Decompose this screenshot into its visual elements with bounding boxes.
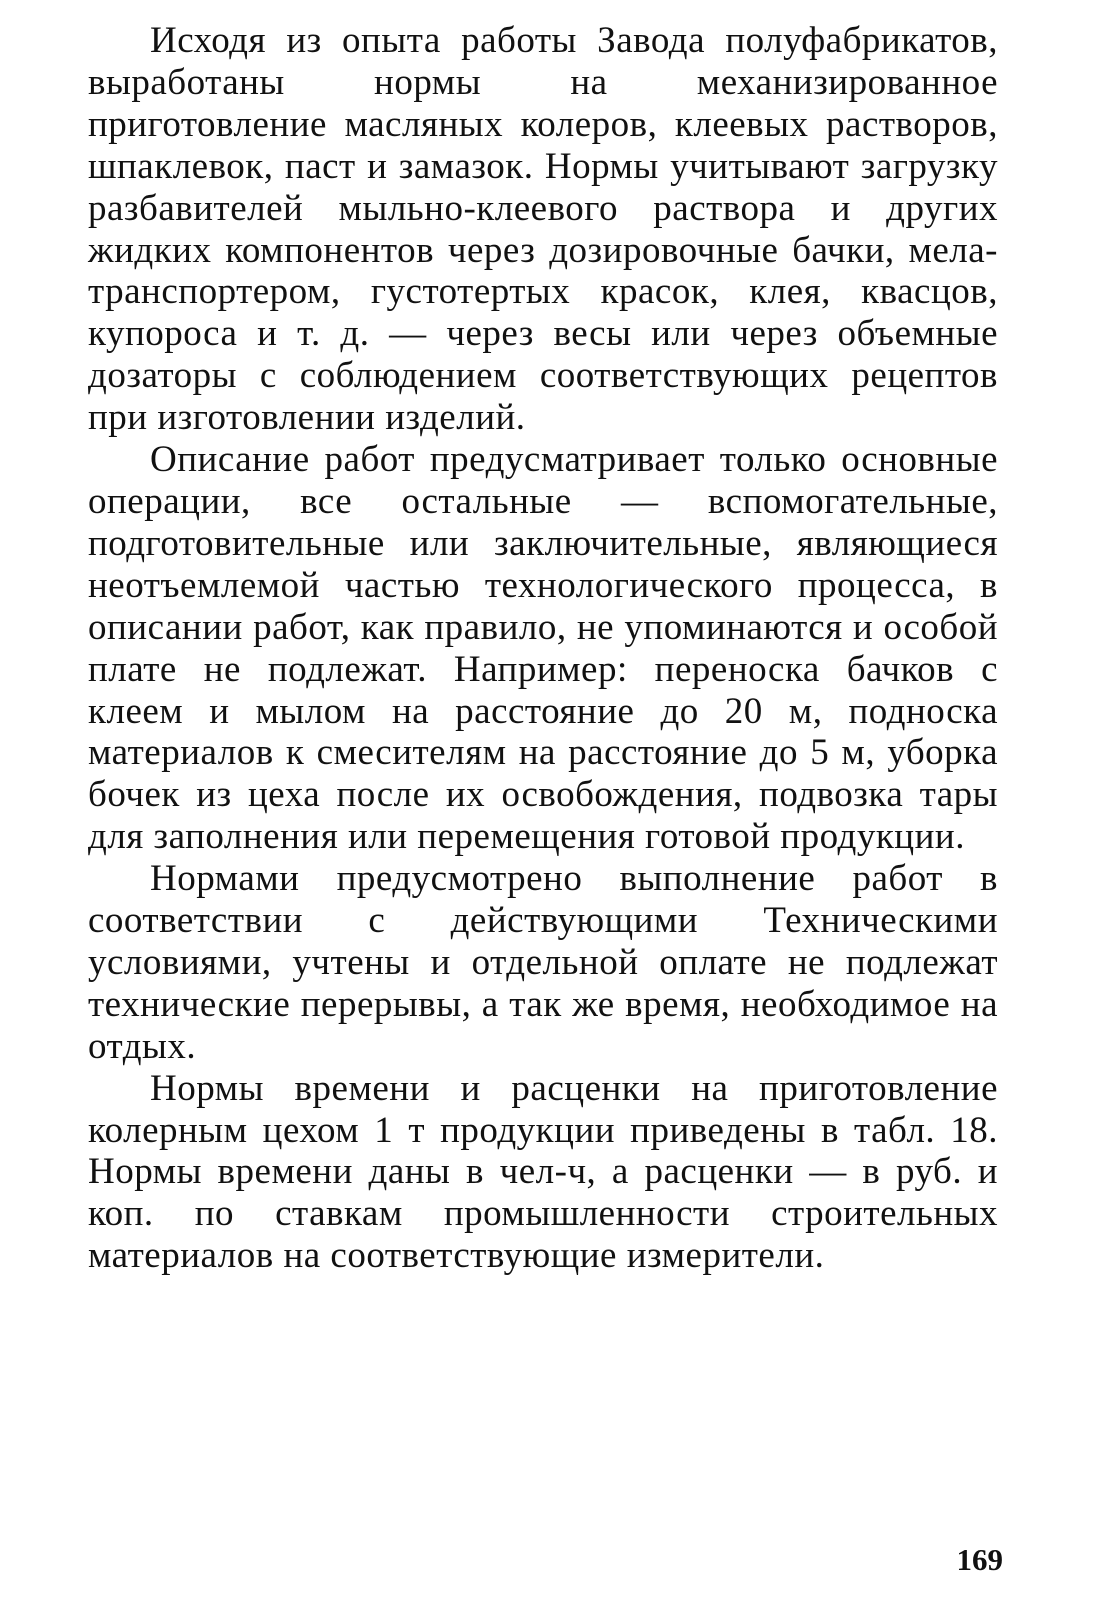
text-column bbox=[88, 20, 998, 1277]
paragraph-3: Нормами предусмотрено выполнение работ в соответствии с действующими Техническими условиями, учтены и отдельной оплате не подлежат технические перерывы, а так же время, необходимое на отдых. bbox=[88, 858, 998, 1067]
paragraph-4: Нормы времени и расценки на приготовление колерным цехом 1 т продукции приведены в табл. 18. Нормы времени даны в чел-ч, а расценки — в руб. и коп. по ставкам промышленности строительных материалов на соответствующие измерители. bbox=[88, 1067, 998, 1277]
paragraph-2: Описание работ предусматривает только основные операции, все остальные — вспомогательные, подготовительные или заключительные, являющиеся неотъемлемой частью технологического процесса, в описании работ, как правило, не упоминаются и особой плате не подлежат. Например: переноска бачков с клеем и мылом на расстояние до 20 м, подноска материалов к смесителям на расстояние до 5 м, уборка бочек из цеха после их освобождения, подвозка тары для заполнения или перемещения готовой продукции. bbox=[88, 439, 998, 858]
paragraph-1: Исходя из опыта работы Завода полуфабрикатов, выработаны нормы на механизированное приготовление масляных колеров, клеевых растворов, шпаклевок, паст и замазок. Нормы учитывают загрузку разбавителей мыльно-клеевого раствора и других жидких компонентов через дозировочные бачки, мела-транспортером, густотертых красок, клея, квасцов, купороса и т. д. — через весы или через объемные дозаторы с соблюдением соответствующих рецептов при изготовлении изделий. bbox=[88, 20, 998, 439]
page-number: 169 bbox=[956, 1542, 1003, 1577]
